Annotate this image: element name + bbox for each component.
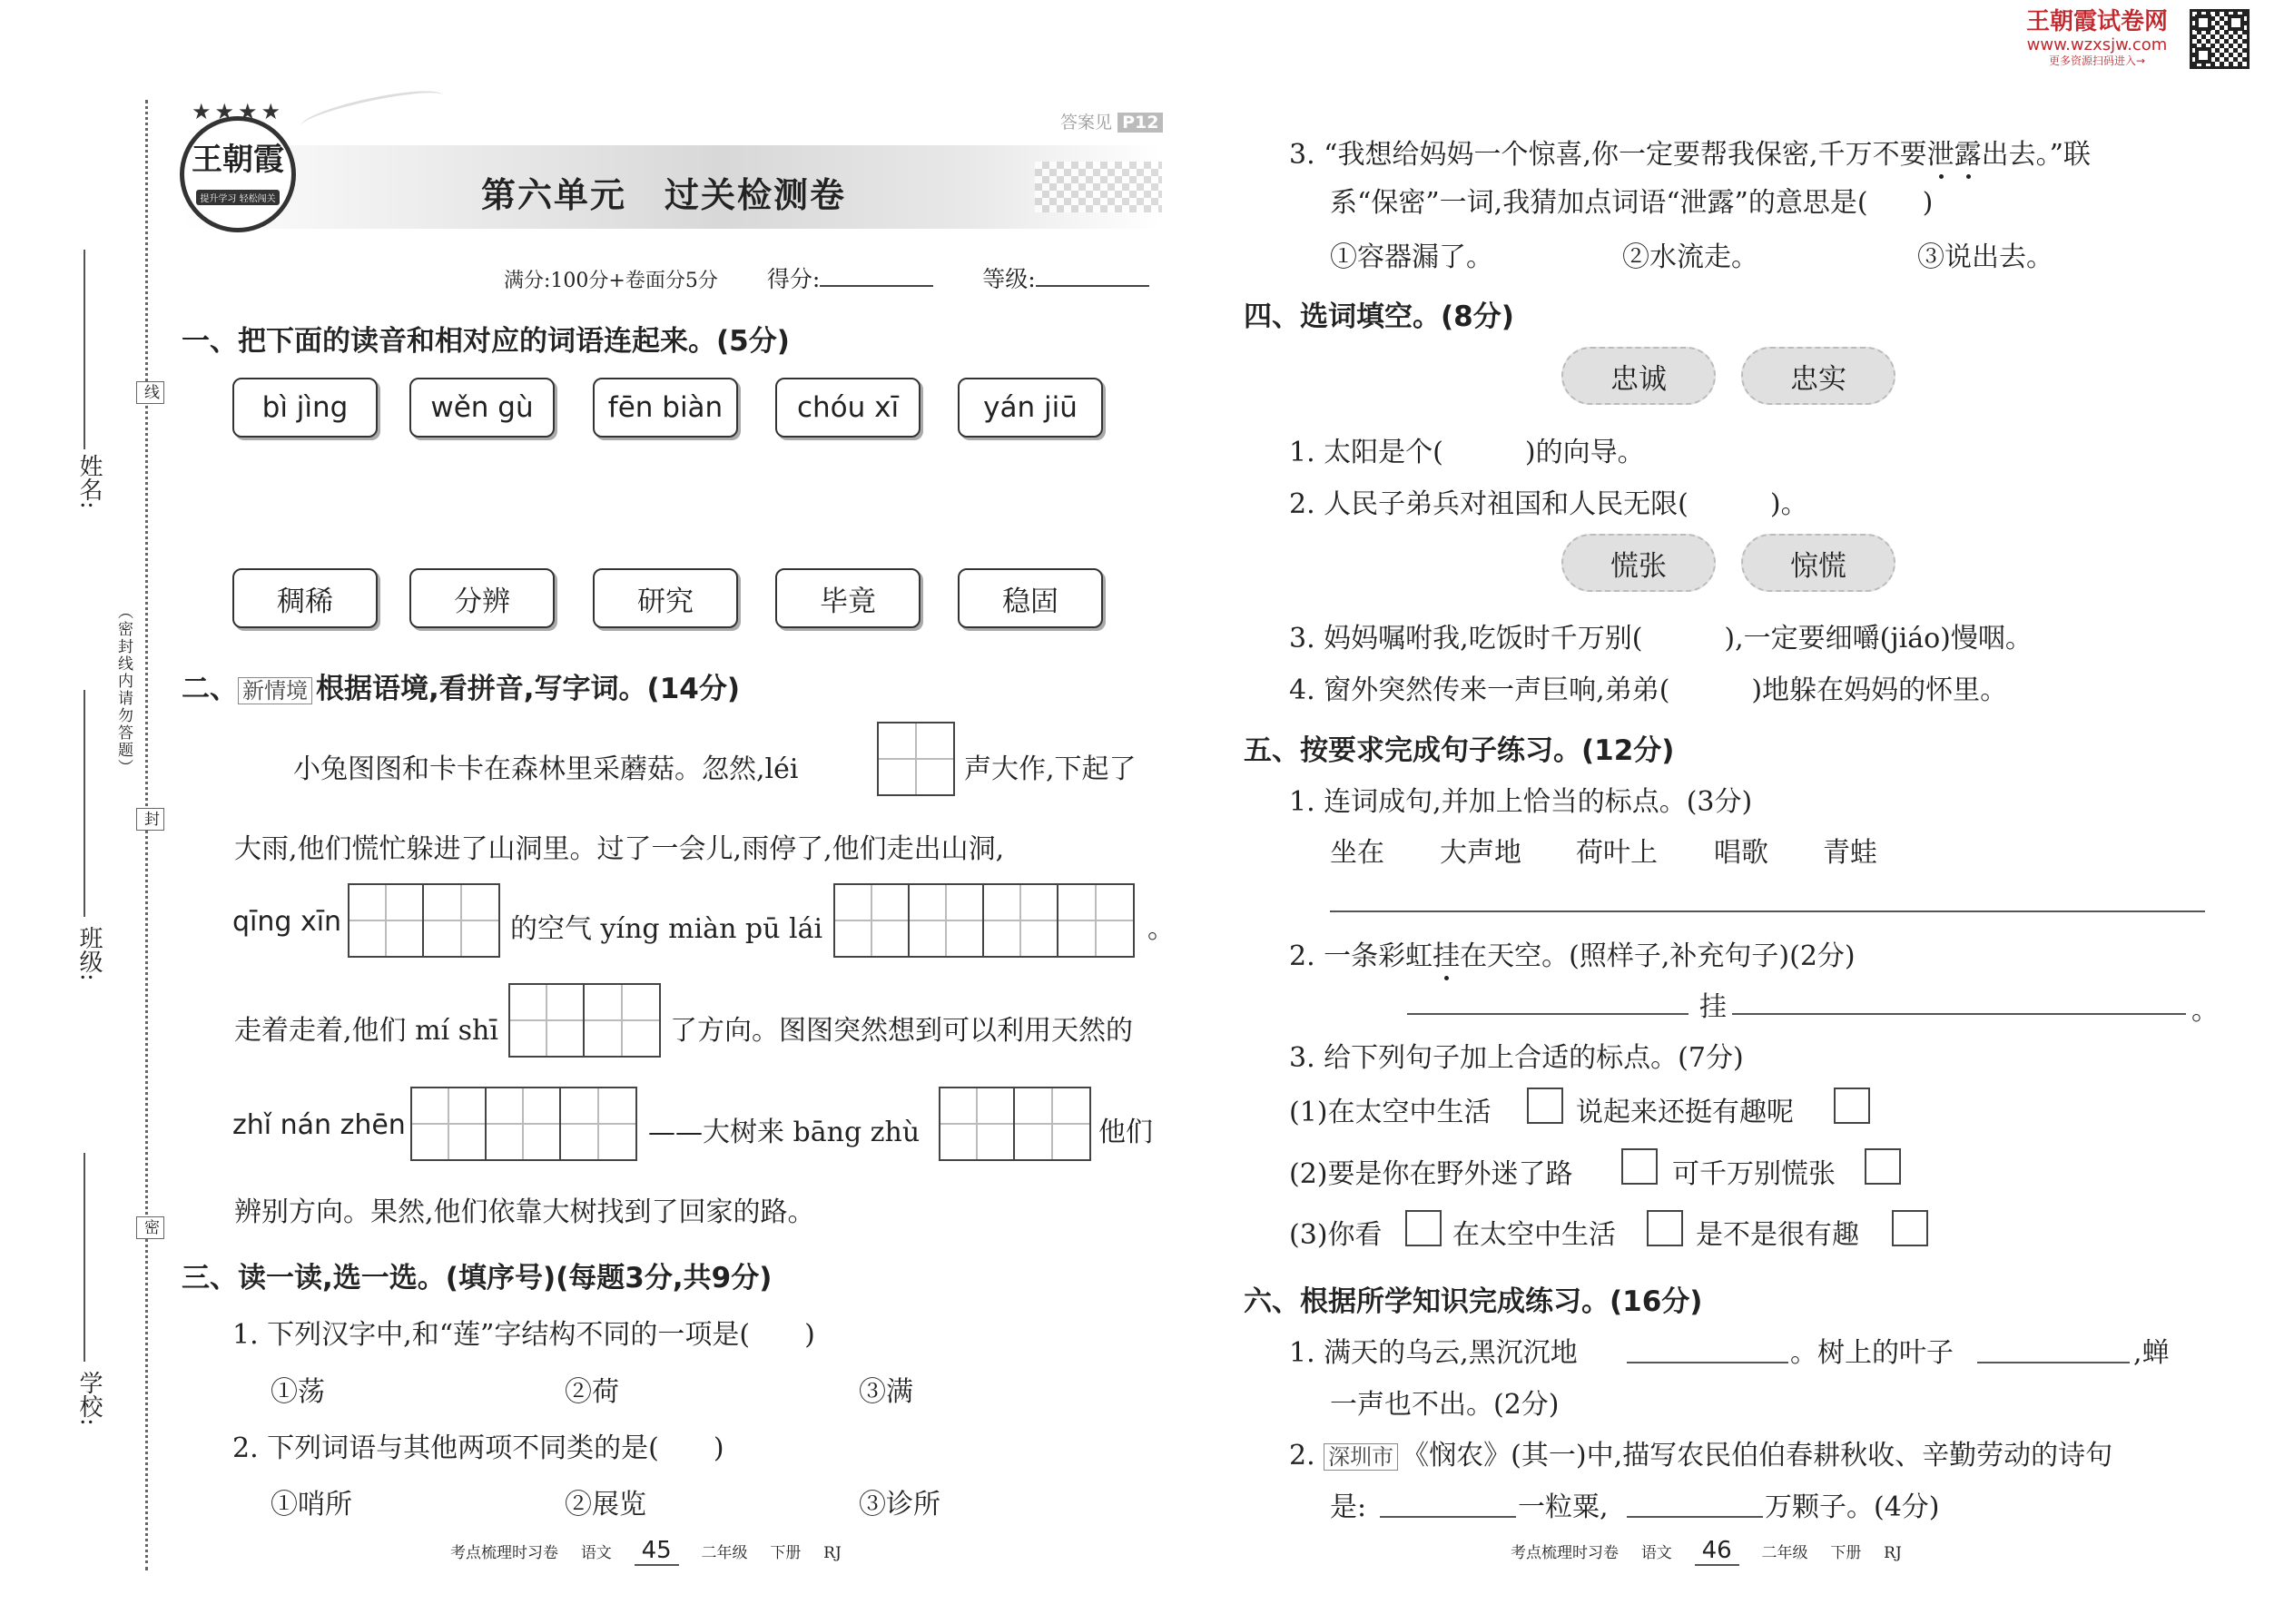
footer-right-ed: RJ xyxy=(1884,1544,1902,1562)
brand-logo xyxy=(180,99,296,232)
s5-q1-answer-line[interactable] xyxy=(1330,910,2205,912)
s4-q1: 1. 太阳是个( )的向导。 xyxy=(1289,437,1645,468)
footer-left-series: 考点梳理时习卷 xyxy=(450,1544,558,1562)
s2-line3c: 。 xyxy=(1147,913,1175,945)
site-more: 更多资源扫码进入→ xyxy=(2048,54,2146,67)
s2-heading: 二、 新情境 根据语境,看拼音,写字词。(14分) xyxy=(182,673,741,705)
s5-q2 xyxy=(1289,933,1856,973)
name-label: 姓名: xyxy=(75,454,103,509)
site-brand xyxy=(2026,9,2168,67)
s5-q2-b: 在天空。(照样子,补充句子)(2分) xyxy=(1460,940,1856,972)
s2-line6: 辨别方向。果然,他们依靠大树找到了回家的路。 xyxy=(234,1196,815,1228)
s5-q2-hang: 挂 xyxy=(1699,991,1727,1023)
grid-qingxin[interactable] xyxy=(348,883,500,958)
s5-q1-word-4: 唱歌 xyxy=(1714,837,1768,869)
s6-q1-line2: 一声也不出。(2分) xyxy=(1330,1389,1560,1421)
pinyin-box-3[interactable]: fēn biàn xyxy=(593,378,738,438)
s3-q3-line1 xyxy=(1289,132,2091,172)
class-field[interactable] xyxy=(84,690,85,917)
seal-top: 线 xyxy=(136,381,164,404)
footer-left-subject: 语文 xyxy=(580,1544,612,1562)
s6-q1-blank-1[interactable] xyxy=(1627,1362,1788,1363)
brand-name: 王朝霞 xyxy=(192,141,284,178)
pinyin-box-1[interactable]: bì jìng xyxy=(232,378,378,438)
school-label: 学校: xyxy=(75,1371,103,1426)
s6-q2-l2a: 是: xyxy=(1330,1491,1367,1523)
s5-q3-3a: (3)你看 xyxy=(1289,1219,1383,1251)
s3-q2-opt3[interactable]: ③诊所 xyxy=(859,1489,940,1521)
s5-q3-1a: (1)在太空中生活 xyxy=(1289,1097,1492,1128)
punct-box[interactable] xyxy=(1621,1148,1658,1185)
ribbon-decoration xyxy=(299,84,446,139)
answer-ref-prefix: 答案见 xyxy=(1060,113,1113,133)
s3-q3-opt1[interactable]: ①容器漏了。 xyxy=(1330,241,1493,273)
s2-line2: 大雨,他们慌忙躲进了山洞里。过了一会儿,雨停了,他们走出山洞, xyxy=(234,833,1005,865)
punct-box[interactable] xyxy=(1865,1148,1901,1185)
s5-q1-word-2: 大声地 xyxy=(1440,837,1521,869)
s6-heading: 六、根据所学知识完成练习。(16分) xyxy=(1244,1285,1703,1318)
s5-heading: 五、按要求完成句子练习。(12分) xyxy=(1244,734,1675,767)
grid-lei[interactable] xyxy=(877,722,955,796)
s6-q1-a: 1. 满天的乌云,黑沉沉地 xyxy=(1289,1337,1578,1369)
s5-q1-word-1: 坐在 xyxy=(1330,837,1384,869)
grid-zhinanzhen[interactable] xyxy=(410,1087,637,1161)
dotted-char: 挂 xyxy=(1433,933,1460,973)
s3-q1-opt1[interactable]: ①荡 xyxy=(271,1376,325,1408)
name-field[interactable] xyxy=(84,250,85,449)
footer-right-grade: 二年级 xyxy=(1761,1544,1808,1562)
s6-q1-b: 。树上的叶子 xyxy=(1790,1337,1954,1369)
s3-q1-opt3[interactable]: ③满 xyxy=(859,1376,913,1408)
s5-q3-1b: 说起来还挺有趣呢 xyxy=(1576,1097,1794,1128)
s5-q3-2a: (2)要是你在野外迷了路 xyxy=(1289,1158,1573,1190)
s2-line3a: qīng xīn xyxy=(232,906,342,938)
footer-left xyxy=(450,1537,842,1564)
s2-line5c: 他们 xyxy=(1098,1117,1153,1148)
s2-line1a: 小兔图图和卡卡在森林里采蘑菇。忽然,léi xyxy=(293,753,799,785)
grid-bangzhu[interactable] xyxy=(939,1087,1091,1161)
punct-box[interactable] xyxy=(1405,1210,1442,1246)
seal-note: （密封线内请勿答题） xyxy=(114,604,133,776)
checker-decoration xyxy=(1035,162,1162,212)
page-title xyxy=(481,167,846,217)
s2-line5a: zhǐ nán zhēn xyxy=(232,1109,406,1141)
word-cloud-4: 惊慌 xyxy=(1741,534,1895,592)
word-cloud-1: 忠诚 xyxy=(1561,347,1716,405)
s2-tag: 新情境 xyxy=(238,677,312,704)
punct-box[interactable] xyxy=(1834,1088,1870,1124)
school-field[interactable] xyxy=(84,1153,85,1362)
score-full: 满分:100分+卷面分5分 xyxy=(504,270,718,292)
punct-box[interactable] xyxy=(1647,1210,1683,1246)
footer-right xyxy=(1511,1537,1902,1564)
s4-q4: 4. 窗外突然传来一声巨响,弟弟( )地躲在妈妈的怀里。 xyxy=(1289,674,2008,706)
word-box-1[interactable]: 稠稀 xyxy=(232,568,378,628)
s2-heading-text: 根据语境,看拼音,写字词。(14分) xyxy=(316,673,741,705)
s3-q3-opt3[interactable]: ③说出去。 xyxy=(1917,241,2053,273)
grid-mishi[interactable] xyxy=(508,983,661,1058)
pinyin-box-5[interactable]: yán jiū xyxy=(958,378,1103,438)
brand-badge: 提升学习 轻松闯关 xyxy=(196,190,279,205)
s2-line4a: 走着走着,他们 mí shī xyxy=(234,1015,498,1047)
pinyin-box-4[interactable]: chóu xī xyxy=(775,378,921,438)
s6-q2-tag: 深圳市 xyxy=(1324,1443,1398,1471)
answer-ref-page: P12 xyxy=(1117,113,1163,133)
s5-q3: 3. 给下列句子加上合适的标点。(7分) xyxy=(1289,1042,1744,1074)
title-main: 过关检测卷 xyxy=(665,175,847,215)
title-unit: 第六单元 xyxy=(481,175,627,215)
s3-q2-opt1[interactable]: ①哨所 xyxy=(271,1489,352,1521)
s5-q3-2b: 可千万别慌张 xyxy=(1672,1158,1836,1190)
class-label: 班级: xyxy=(75,926,103,981)
grade-field[interactable] xyxy=(1036,285,1149,287)
s5-q2-a: 2. 一条彩虹 xyxy=(1289,940,1433,972)
word-cloud-3: 慌张 xyxy=(1561,534,1716,592)
s3-q2-opt2[interactable]: ②展览 xyxy=(565,1489,646,1521)
s6-q1-blank-2[interactable] xyxy=(1977,1362,2130,1363)
s3-heading: 三、读一读,选一选。(填序号)(每题3分,共9分) xyxy=(182,1262,773,1294)
seal-bottom: 密 xyxy=(136,1216,164,1239)
s5-q1: 1. 连词成句,并加上恰当的标点。(3分) xyxy=(1289,786,1753,818)
s6-q2-blank-1[interactable] xyxy=(1380,1516,1516,1518)
footer-right-page: 46 xyxy=(1695,1537,1739,1566)
word-box-4[interactable]: 毕竟 xyxy=(775,568,921,628)
s3-q3-opt2[interactable]: ②水流走。 xyxy=(1622,241,1758,273)
star-icon: ★★★★ xyxy=(192,99,285,124)
qr-code-icon[interactable] xyxy=(2190,9,2250,69)
pinyin-box-2[interactable]: wěn gù xyxy=(409,378,555,438)
dotted-char: 泄 xyxy=(1927,132,1954,172)
footer-left-grade: 二年级 xyxy=(701,1544,748,1562)
s2-line1b: 声大作,下起了 xyxy=(964,753,1137,785)
s1-heading: 一、把下面的读音和相对应的词语连起来。(5分) xyxy=(182,325,790,358)
s3-q1-opt2[interactable]: ②荷 xyxy=(565,1376,619,1408)
punct-box[interactable] xyxy=(1892,1210,1928,1246)
footer-left-ed: RJ xyxy=(823,1544,842,1562)
s4-heading: 四、选词填空。(8分) xyxy=(1244,300,1514,333)
s3-q3-a: 3. “我想给妈妈一个惊喜,你一定要帮我保密,千万不要 xyxy=(1289,139,1927,171)
grade-label: 等级: xyxy=(982,266,1036,292)
s5-q3-3b: 在太空中生活 xyxy=(1452,1219,1616,1251)
s5-q1-word-5: 青蛙 xyxy=(1823,837,1877,869)
score-row xyxy=(504,261,1149,294)
s5-q3-3c: 是不是很有趣 xyxy=(1696,1219,1859,1251)
s3-q2: 2. 下列词语与其他两项不同类的是( ) xyxy=(232,1432,724,1464)
s3-q1: 1. 下列汉字中,和“莲”字结构不同的一项是( ) xyxy=(232,1319,815,1351)
s5-q2-answer-line-a[interactable] xyxy=(1407,1013,1689,1015)
score-label: 得分: xyxy=(766,266,821,292)
s6-q2-blank-2[interactable] xyxy=(1627,1516,1763,1518)
word-box-2[interactable]: 分辨 xyxy=(409,568,555,628)
seal-mid: 封 xyxy=(136,808,164,831)
punct-box[interactable] xyxy=(1527,1088,1563,1124)
s5-q2-end: 。 xyxy=(2191,995,2219,1027)
word-cloud-2: 忠实 xyxy=(1741,347,1895,405)
footer-right-series: 考点梳理时习卷 xyxy=(1511,1544,1619,1562)
s6-q2-l2b: 一粒粟, xyxy=(1518,1491,1609,1523)
s2-line5b: ——大树来 bāng zhù xyxy=(648,1117,921,1148)
s2-line4b: 了方向。图图突然想到可以利用天然的 xyxy=(670,1015,1133,1047)
s6-q2-l2c: 万颗子。(4分) xyxy=(1765,1491,1940,1523)
s5-q1-word-3: 荷叶上 xyxy=(1576,837,1658,869)
footer-left-page: 45 xyxy=(635,1537,679,1566)
s4-q3: 3. 妈妈嘱咐我,吃饭时千万别( ),一定要细嚼(jiáo)慢咽。 xyxy=(1289,623,2033,655)
s6-q2-a: 《悯农》(其一)中,描写农民伯伯春耕秋收、辛勤劳动的诗句 xyxy=(1402,1440,2113,1471)
site-name: 王朝霞试卷网 xyxy=(2026,8,2169,35)
footer-right-subject: 语文 xyxy=(1640,1544,1672,1562)
dotted-char: 露 xyxy=(1954,132,1982,172)
s3-q3-b: 出去。”联 xyxy=(1981,139,2091,171)
footer-right-term: 下册 xyxy=(1830,1544,1862,1562)
word-box-3[interactable]: 研究 xyxy=(593,568,738,628)
word-box-5[interactable]: 稳固 xyxy=(958,568,1103,628)
binding-line xyxy=(145,100,148,1570)
s2-line3b: 的空气 yíng miàn pū lái xyxy=(510,913,823,945)
site-url: www.wzxsjw.com xyxy=(2026,34,2168,54)
footer-left-term: 下册 xyxy=(770,1544,802,1562)
s6-q2: 2. 深圳市 《悯农》(其一)中,描写农民伯伯春耕秋收、辛勤劳动的诗句 xyxy=(1289,1440,2113,1471)
answer-ref xyxy=(1060,109,1163,133)
s3-q3-line2: 系“保密”一词,我猜加点词语“泄露”的意思是( ) xyxy=(1330,187,1934,219)
s5-q2-answer-line-b[interactable] xyxy=(1732,1013,2186,1015)
score-field[interactable] xyxy=(820,285,933,287)
grid-yingmianpulai[interactable] xyxy=(833,883,1135,958)
s6-q1-c: ,蝉 xyxy=(2133,1337,2170,1369)
s4-q2: 2. 人民子弟兵对祖国和人民无限( )。 xyxy=(1289,488,1808,520)
